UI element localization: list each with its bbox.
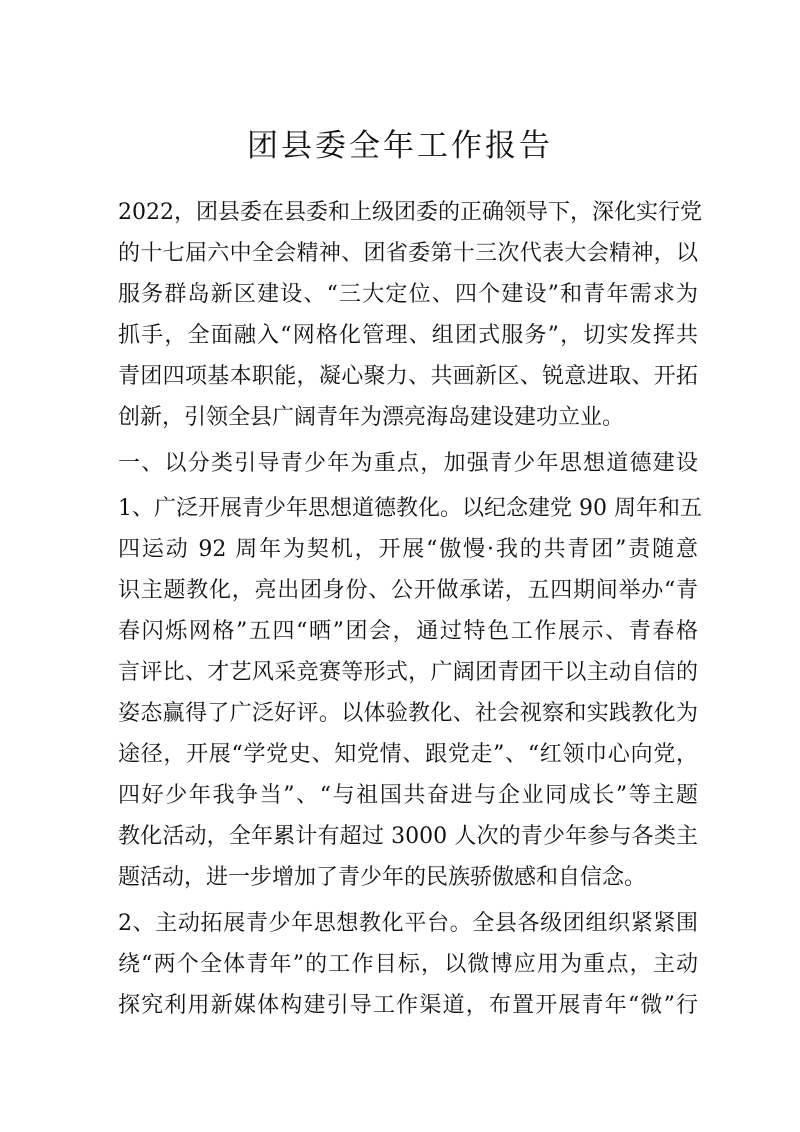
paragraph-line: 途径，开展“学党史、知党情、跟党走”、“红领巾心向党， xyxy=(118,742,698,767)
paragraph-line: 探究利用新媒体构建引导工作渠道，布置开展青年“微”行 xyxy=(118,993,698,1018)
paragraph-line: 言评比、才艺风采竞赛等形式，广阔团青团干以主动自信的 xyxy=(118,660,698,685)
paragraph-line: 2022，团县委在县委和上级团委的正确领导下，深化实行党 xyxy=(118,200,702,225)
paragraph-line: 教化活动，全年累计有超过 3000 人次的青少年参与各类主 xyxy=(118,824,698,849)
paragraph-line: 识主题教化，亮出团身份、公开做承诺，五四期间举办“青 xyxy=(118,578,698,603)
paragraph-line: 的十七届六中全会精神、团省委第十三次代表大会精神，以 xyxy=(118,241,698,266)
section-heading: 一、以分类引导青少年为重点，加强青少年思想道德建设 xyxy=(118,451,698,476)
paragraph-line: 青团四项基本职能，凝心聚力、共画新区、锐意进取、开拓 xyxy=(118,364,698,389)
paragraph-line: 服务群岛新区建设、“三大定位、四个建设”和青年需求为 xyxy=(118,282,698,307)
paragraph-line: 四运动 92 周年为契机，开展“傲慢·我的共青团”责随意 xyxy=(118,537,698,562)
paragraph-line: 1、广泛开展青少年思想道德教化。以纪念建党 90 周年和五 xyxy=(118,496,702,521)
paragraph-line: 绕“两个全体青年”的工作目标，以微博应用为重点，主动 xyxy=(118,952,698,977)
paragraph-line: 四好少年我争当”、“与祖国共奋进与企业同成长”等主题 xyxy=(118,783,698,808)
paragraph-line: 春闪烁网格”五四“晒”团会，通过特色工作展示、青春格 xyxy=(118,619,698,644)
paragraph-line: 题活动，进一步增加了青少年的民族骄傲感和自信念。 xyxy=(118,865,647,890)
paragraph-line: 姿态赢得了广泛好评。以体验教化、社会视察和实践教化为 xyxy=(118,701,698,726)
paragraph-line: 创新，引领全县广阔青年为漂亮海岛建设建功立业。 xyxy=(118,405,625,430)
document-title: 团县委全年工作报告 xyxy=(247,128,553,164)
paragraph-line: 抓手，全面融入“网格化管理、组团式服务”，切实发挥共 xyxy=(118,323,698,348)
paragraph-line: 2、主动拓展青少年思想教化平台。全县各级团组织紧紧围 xyxy=(118,911,698,936)
